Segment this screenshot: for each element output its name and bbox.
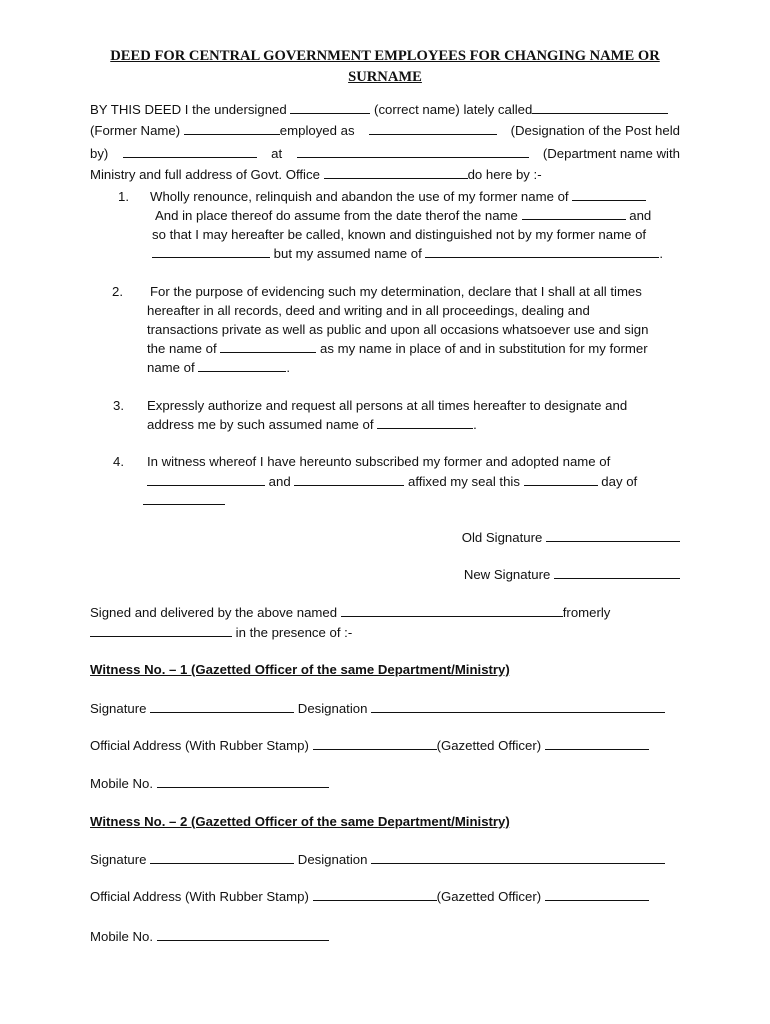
clause-4-line-3 — [143, 492, 225, 510]
assumed-name-blank[interactable] — [425, 245, 659, 258]
witness-2-address-blank[interactable] — [313, 888, 437, 901]
clause-text: Wholly renounce, relinquish and abandon the use of my former name of — [150, 189, 569, 204]
old-signature-label: Old Signature — [461, 530, 543, 545]
clause-2-line-2: hereafter in all records, deed and writing and in all proceedings, dealing and — [147, 303, 590, 318]
signed-text: in the presence of :- — [235, 625, 353, 640]
title-line-2: SURNAME — [348, 69, 422, 85]
witness-1-mobile-blank[interactable] — [157, 775, 329, 788]
old-signature-line — [462, 529, 680, 547]
intro-text: by) — [90, 146, 109, 161]
clause-1-line-4 — [152, 245, 663, 263]
title-line-1: DEED FOR CENTRAL GOVERNMENT EMPLOYEES FOR CHANGING NAME OR — [110, 48, 660, 64]
gazetted-label: (Gazetted Officer) — [436, 738, 542, 753]
former-name-blank[interactable] — [152, 245, 270, 258]
clause-text: as my name in place of and in substitution for my former — [320, 341, 648, 356]
clause-1-line-2 — [155, 207, 651, 225]
intro-line-4 — [90, 166, 542, 184]
clause-number: 4. — [113, 454, 124, 469]
clause-text: the name of — [147, 341, 217, 356]
witness-1-signature-line — [90, 700, 665, 718]
witness-2-signature-blank[interactable] — [150, 851, 294, 864]
intro-text: at — [271, 146, 283, 161]
new-signature-label: New Signature — [463, 567, 551, 582]
witness-1-signature-blank[interactable] — [150, 700, 294, 713]
signed-line-2 — [90, 624, 352, 642]
intro-text: employed as — [279, 123, 355, 138]
former-name-blank[interactable] — [198, 359, 286, 372]
signed-text: Signed and delivered by the above named — [90, 605, 338, 620]
clause-1-line-1 — [150, 188, 646, 206]
witness-2-signature-line — [90, 851, 665, 869]
former-name-blank[interactable] — [572, 188, 646, 201]
intro-text: BY THIS DEED I the undersigned — [90, 102, 287, 117]
clause-text: name of — [147, 360, 195, 375]
clause-number: 3. — [113, 398, 124, 413]
witness-2-mobile-line — [90, 928, 329, 946]
clause-number: 1. — [118, 189, 129, 204]
lately-called-blank[interactable] — [532, 101, 668, 114]
witness-1-heading: Witness No. – 1 (Gazetted Officer of the same Department/Ministry) — [90, 662, 510, 677]
office-address-blank[interactable] — [324, 166, 468, 179]
designation-label: Designation — [297, 852, 368, 867]
witness-2-gazetted-blank[interactable] — [545, 888, 649, 901]
clause-4-line-1: In witness whereof I have hereunto subscribed my former and adopted name of — [147, 454, 611, 469]
new-signature-blank[interactable] — [554, 566, 680, 579]
intro-text: (Former Name) — [90, 123, 181, 138]
clause-text: . — [473, 417, 477, 432]
clause-2-line-3: transactions private as well as public and upon all occasions whatsoever use and sign — [147, 322, 649, 337]
clause-3-line-2 — [147, 416, 477, 434]
assumed-name-blank[interactable] — [522, 207, 626, 220]
document-title — [80, 46, 690, 88]
intro-line-1 — [90, 101, 668, 119]
clause-text: and — [268, 474, 291, 489]
clause-number: 2. — [112, 284, 123, 299]
intro-text: (Department name with — [542, 146, 680, 161]
clause-2-line-1: For the purpose of evidencing such my determination, declare that I shall at all times — [150, 284, 642, 299]
witness-2-designation-blank[interactable] — [371, 851, 665, 864]
intro-line-2 — [90, 122, 680, 140]
clause-4-line-2 — [147, 473, 637, 491]
witness-1-address-line — [90, 737, 649, 755]
former-name-blank[interactable] — [184, 122, 280, 135]
clause-2-line-4 — [147, 340, 648, 358]
witness-1-mobile-line — [90, 775, 329, 793]
clause-3-line-1: Expressly authorize and request all persons at all times hereafter to designate and — [147, 398, 628, 413]
new-name-blank[interactable] — [220, 340, 316, 353]
witness-1-designation-blank[interactable] — [371, 700, 665, 713]
clause-text: And in place thereof do assume from the date therof the name — [155, 208, 518, 223]
signature-label: Signature — [90, 701, 147, 716]
clause-text: day of — [601, 474, 638, 489]
intro-text: do here by :- — [467, 167, 542, 182]
witness-1-address-blank[interactable] — [313, 737, 437, 750]
department-blank[interactable] — [297, 145, 529, 158]
clause-text: but my assumed name of — [273, 246, 422, 261]
new-signature-line — [464, 566, 680, 584]
day-blank[interactable] — [524, 473, 598, 486]
correct-name-blank[interactable] — [290, 101, 370, 114]
intro-line-3 — [90, 145, 680, 163]
clause-1-line-3: so that I may hereafter be called, known and distinguished not by my former name of — [152, 227, 647, 242]
mobile-label: Mobile No. — [90, 929, 154, 944]
signature-label: Signature — [90, 852, 147, 867]
signed-text: fromerly — [562, 605, 611, 620]
former-name-blank[interactable] — [147, 473, 265, 486]
old-signature-blank[interactable] — [546, 529, 680, 542]
intro-text: (correct name) lately called — [374, 102, 533, 117]
formerly-blank[interactable] — [90, 624, 232, 637]
address-label: Official Address (With Rubber Stamp) — [90, 738, 309, 753]
intro-text: Ministry and full address of Govt. Office — [90, 167, 320, 182]
witness-2-mobile-blank[interactable] — [157, 928, 329, 941]
clause-text: . — [659, 246, 664, 261]
clause-2-line-5 — [147, 359, 290, 377]
mobile-label: Mobile No. — [90, 776, 154, 791]
witness-2-heading: Witness No. – 2 (Gazetted Officer of the same Department/Ministry) — [90, 814, 510, 829]
employed-as-blank[interactable] — [369, 122, 497, 135]
above-named-blank[interactable] — [341, 604, 563, 617]
gazetted-label: (Gazetted Officer) — [436, 889, 542, 904]
clause-text: . — [286, 360, 290, 375]
address-label: Official Address (With Rubber Stamp) — [90, 889, 309, 904]
designation-label: Designation — [297, 701, 368, 716]
witness-1-gazetted-blank[interactable] — [545, 737, 649, 750]
adopted-name-blank[interactable] — [294, 473, 404, 486]
clause-text: and — [629, 208, 652, 223]
post-held-by-blank[interactable] — [123, 145, 257, 158]
signed-line-1 — [90, 604, 610, 622]
clause-text: affixed my seal this — [408, 474, 520, 489]
month-blank[interactable] — [143, 492, 225, 505]
witness-2-address-line — [90, 888, 649, 906]
clause-text: address me by such assumed name of — [147, 417, 374, 432]
assumed-name-blank[interactable] — [377, 416, 473, 429]
intro-text: (Designation of the Post held — [510, 123, 680, 138]
